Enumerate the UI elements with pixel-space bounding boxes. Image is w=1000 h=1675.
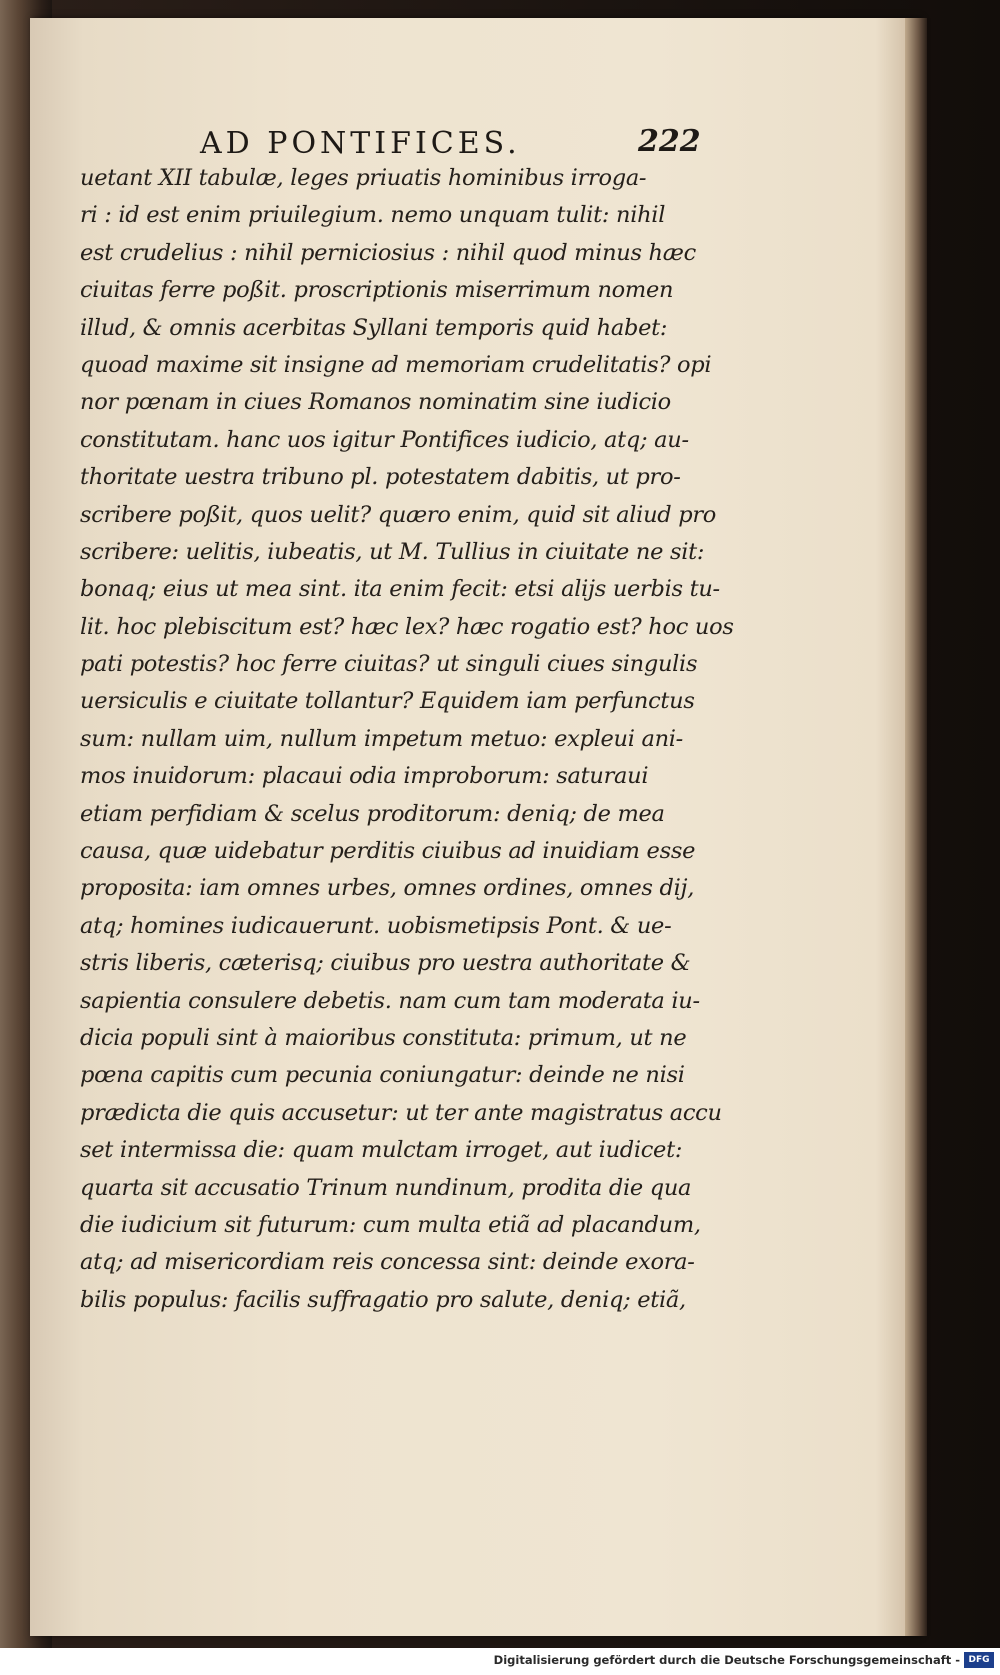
text-line: ciuitas ferre poßit. proscriptionis miserrimum nomen <box>80 277 674 304</box>
dfg-logo: DFG <box>964 1652 994 1668</box>
text-line: set intermissa die: quam mulctam irroget, aut iudicet: <box>80 1137 683 1164</box>
text-line: proposita: iam omnes urbes, omnes ordines, omnes dij, <box>80 875 695 902</box>
text-line: quoad maxime sit insigne ad memoriam crudelitatis? opi <box>80 351 712 378</box>
text-line: illud, & omnis acerbitas Syllani temporis quid habet: <box>80 314 668 341</box>
text-line: ri : id est enim priuilegium. nemo unquam tulit: nihil <box>80 202 666 229</box>
text-line: nor pœnam in ciues Romanos nominatim sine iudicio <box>80 389 671 416</box>
text-line: scribere: uelitis, iubeatis, ut M. Tullius in ciuitate ne sit: <box>80 538 705 565</box>
text-line: sapientia consulere debetis. nam cum tam moderata iu- <box>80 987 700 1014</box>
footer-bar <box>0 1648 1000 1675</box>
text-line: die iudicium sit futurum: cum multa etiã ad placandum, <box>80 1211 701 1238</box>
text-line: est crudelius : nihil perniciosius : nihil quod minus hæc <box>80 239 696 266</box>
text-line: uersiculis e ciuitate tollantur? Equidem iam perfunctus <box>80 688 695 715</box>
footer-credit: Digitalisierung gefördert durch die Deutsche Forschungsgemeinschaft - <box>493 1653 960 1667</box>
text-line: bilis populus: facilis suffragatio pro salute, deniq; etiã, <box>80 1286 686 1313</box>
body-text <box>80 160 740 1319</box>
text-line: bonaq; eius ut mea sint. ita enim fecit: etsi alijs uerbis tu- <box>80 576 720 603</box>
text-line: uetant XII tabulæ, leges priuatis hominibus irroga- <box>80 165 647 191</box>
text-line: mos inuidorum: placaui odia improborum: saturaui <box>80 763 649 790</box>
page-gutter-shadow <box>905 18 927 1636</box>
text-line: scribere poßit, quos uelit? quæro enim, quid sit aliud pro <box>80 501 717 528</box>
text-line: lit. hoc plebiscitum est? hæc lex? hæc rogatio est? hoc uos <box>80 613 734 640</box>
text-line: pœna capitis cum pecunia coniungatur: deinde ne nisi <box>80 1062 685 1089</box>
page-number: 222 <box>638 124 701 159</box>
text-line: atq; ad misericordiam reis concessa sint: deinde exora- <box>80 1249 695 1276</box>
text-line: pati potestis? hoc ferre ciuitas? ut singuli ciues singulis <box>80 651 698 678</box>
book-page <box>30 18 920 1636</box>
text-line: stris liberis, cæterisq; ciuibus pro uestra authoritate & <box>80 950 691 977</box>
text-line: dicia populi sint à maioribus constituta: primum, ut ne <box>80 1024 687 1051</box>
text-line: causa, quæ uidebatur perditis ciuibus ad inuidiam esse <box>80 838 696 865</box>
text-line: sum: nullam uim, nullum impetum metuo: expleui ani- <box>80 725 683 752</box>
text-line: quarta sit accusatio Trinum nundinum, prodita die qua <box>80 1174 692 1201</box>
text-line: thoritate uestra tribuno pl. potestatem dabitis, ut pro- <box>80 464 681 491</box>
running-head: AD PONTIFICES. <box>200 126 521 161</box>
text-line: etiam perfidiam & scelus proditorum: deniq; de mea <box>80 800 665 827</box>
text-line: atq; homines iudicauerunt. uobismetipsis Pont. & ue- <box>80 912 672 939</box>
text-line: constitutam. hanc uos igitur Pontifices iudicio, atq; au- <box>80 426 689 453</box>
text-line: prædicta die quis accusetur: ut ter ante magistratus accu <box>80 1099 722 1126</box>
